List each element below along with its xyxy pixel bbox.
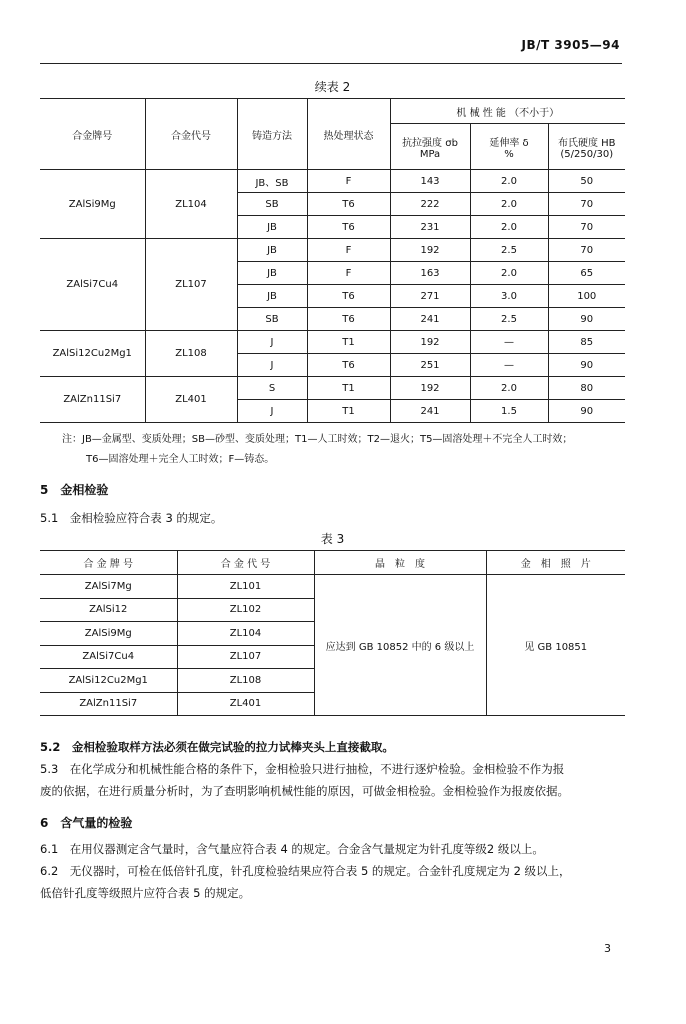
th-mech-props: 机 械 性 能 （不小于） [390, 99, 625, 124]
cell-tensile: 251 [390, 354, 470, 377]
cell-hardness: 90 [548, 400, 625, 423]
table3-caption: 表 3 [320, 532, 345, 546]
cell-tensile: 192 [390, 377, 470, 400]
cell-hardness: 100 [548, 285, 625, 308]
cell-heat-treatment: T1 [307, 377, 390, 400]
cell-elongation: 2.0 [470, 262, 548, 285]
cell-alloy-code: ZL107 [145, 239, 237, 331]
cell-alloy-grade: ZAlSi7Mg [40, 575, 177, 599]
cell-heat-treatment: T6 [307, 354, 390, 377]
para-5-2-text: 5.2 金相检验取样方法必须在做完试验的拉力试棒夹头上直接截取。 [40, 740, 394, 754]
cell-casting-method: SB [237, 193, 307, 216]
cell-hardness: 90 [548, 308, 625, 331]
cell-alloy-grade: ZAlZn11Si7 [40, 377, 145, 423]
cell-tensile: 241 [390, 400, 470, 423]
cell-tensile: 143 [390, 170, 470, 193]
cell-heat-treatment: T6 [307, 308, 390, 331]
th-hb-l1: 布氏硬度 HB [557, 137, 616, 149]
table-row [40, 377, 625, 400]
cell-tensile: 231 [390, 216, 470, 239]
th-tensile-l2: MPa [419, 148, 441, 160]
th-elong [470, 124, 548, 170]
cell-heat-treatment: T6 [307, 193, 390, 216]
cell-heat-treatment: T1 [307, 400, 390, 423]
cell-elongation: 2.5 [470, 239, 548, 262]
cell-alloy-code: ZL104 [177, 622, 314, 646]
table3 [40, 550, 625, 716]
table2 [40, 98, 625, 423]
cell-tensile: 241 [390, 308, 470, 331]
th-alloy-code: 合金代号 [145, 99, 237, 170]
section5-title: 5 金相检验 [40, 483, 109, 497]
cell-tensile: 222 [390, 193, 470, 216]
cell-elongation: 2.5 [470, 308, 548, 331]
para-5-2 [40, 736, 640, 758]
para-5-3-line2: 废的依据，在进行质量分析时，为了查明影响机械性能的原因，可做金相检验。金相检验作为报废依据。 [40, 784, 569, 798]
cell-tensile: 192 [390, 239, 470, 262]
table-row [40, 170, 625, 193]
cell-hardness: 85 [548, 331, 625, 354]
cell-alloy-grade: ZAlSi9Mg [40, 622, 177, 646]
cell-alloy-code: ZL107 [177, 645, 314, 669]
cell-metallographic-photo: 见 GB 10851 [486, 575, 625, 716]
note-line-1: 注：JB—金属型、变质处理；SB—砂型、变质处理；T1—人工时效；T2—退火；T5—固溶处理＋不完全人工时效； [62, 434, 573, 445]
para-5-3 [40, 758, 640, 802]
para-6-2 [40, 860, 640, 904]
para-5-1: 5.1 金相检验应符合表 3 的规定。 [40, 511, 223, 525]
cell-hardness: 65 [548, 262, 625, 285]
cell-alloy-grade: ZAlSi7Cu4 [40, 239, 145, 331]
t3-th-photo: 金 相 照 片 [486, 551, 625, 575]
cell-casting-method: JB [237, 262, 307, 285]
cell-hardness: 70 [548, 216, 625, 239]
cell-elongation: 2.0 [470, 193, 548, 216]
cell-heat-treatment: T6 [307, 216, 390, 239]
cell-hardness: 90 [548, 354, 625, 377]
table-row [40, 239, 625, 262]
cell-alloy-code: ZL108 [177, 669, 314, 693]
th-elong-l1: 延伸率 δ [489, 137, 529, 149]
cell-elongation: — [470, 354, 548, 377]
cell-elongation: 1.5 [470, 400, 548, 423]
cell-elongation: 2.0 [470, 216, 548, 239]
cell-heat-treatment: T6 [307, 285, 390, 308]
document-header: JB/T 3905—94 [521, 38, 620, 52]
cell-elongation: 2.0 [470, 170, 548, 193]
cell-alloy-code: ZL101 [177, 575, 314, 599]
header-rule [40, 63, 622, 64]
cell-hardness: 70 [548, 193, 625, 216]
cell-heat-treatment: F [307, 262, 390, 285]
cell-alloy-grade: ZAlZn11Si7 [40, 692, 177, 716]
th-hb-l2: (5/250/30) [560, 148, 614, 160]
cell-alloy-code: ZL401 [145, 377, 237, 423]
th-heat-treatment: 热处理状态 [307, 99, 390, 170]
cell-alloy-grade: ZAlSi9Mg [40, 170, 145, 239]
cell-elongation: 2.0 [470, 377, 548, 400]
cell-alloy-code: ZL102 [177, 598, 314, 622]
table-row [40, 575, 625, 599]
para-6-2-line1: 6.2 无仪器时，可检在低倍针孔度，针孔度检验结果应符合表 5 的规定。合金针孔度规定为 2 级以上， [40, 864, 571, 878]
para-6-2-line2: 低倍针孔度等级照片应符合表 5 的规定。 [40, 886, 251, 900]
cell-casting-method: SB [237, 308, 307, 331]
cell-grain-size: 应达到 GB 10852 中的 6 级以上 [314, 575, 486, 716]
cell-casting-method: JB [237, 239, 307, 262]
table2-note [62, 430, 652, 470]
cell-tensile: 192 [390, 331, 470, 354]
cell-heat-treatment: F [307, 170, 390, 193]
note-line-2: T6—固溶处理＋完全人工时效；F—铸态。 [86, 454, 275, 465]
cell-alloy-grade: ZAlSi7Cu4 [40, 645, 177, 669]
page-number: 3 [604, 942, 611, 955]
cell-hardness: 50 [548, 170, 625, 193]
cell-casting-method: JB、SB [237, 170, 307, 193]
t3-th-grain: 晶 粒 度 [314, 551, 486, 575]
th-hardness [548, 124, 625, 170]
cell-alloy-grade: ZAlSi12Cu2Mg1 [40, 669, 177, 693]
th-tensile [390, 124, 470, 170]
cell-casting-method: J [237, 400, 307, 423]
cell-casting-method: S [237, 377, 307, 400]
th-casting-method: 铸造方法 [237, 99, 307, 170]
cell-tensile: 163 [390, 262, 470, 285]
cell-tensile: 271 [390, 285, 470, 308]
cell-alloy-code: ZL401 [177, 692, 314, 716]
t3-th-grade: 合 金 牌 号 [40, 551, 177, 575]
t3-th-code: 合 金 代 号 [177, 551, 314, 575]
cell-casting-method: J [237, 331, 307, 354]
cell-heat-treatment: T1 [307, 331, 390, 354]
cell-casting-method: JB [237, 285, 307, 308]
para-5-3-line1: 5.3 在化学成分和机械性能合格的条件下，金相检验只进行抽检，不进行逐炉检验。金相检验不作为报 [40, 762, 565, 776]
cell-alloy-code: ZL108 [145, 331, 237, 377]
cell-hardness: 80 [548, 377, 625, 400]
cell-elongation: 3.0 [470, 285, 548, 308]
cell-casting-method: J [237, 354, 307, 377]
cell-casting-method: JB [237, 216, 307, 239]
cell-hardness: 70 [548, 239, 625, 262]
cell-alloy-grade: ZAlSi12Cu2Mg1 [40, 331, 145, 377]
th-tensile-l1: 抗拉强度 σb [402, 137, 458, 149]
table-row [40, 331, 625, 354]
cell-alloy-grade: ZAlSi12 [40, 598, 177, 622]
section6-title: 6 含气量的检验 [40, 816, 133, 830]
th-elong-l2: % [504, 148, 514, 160]
th-alloy-grade: 合金牌号 [40, 99, 145, 170]
para-6-1: 6.1 在用仪器测定含气量时，含气量应符合表 4 的规定。合金含气量规定为针孔度等级2 级以上。 [40, 842, 544, 856]
table2-caption: 续表 2 [314, 80, 351, 94]
cell-alloy-code: ZL104 [145, 170, 237, 239]
cell-heat-treatment: F [307, 239, 390, 262]
cell-elongation: — [470, 331, 548, 354]
